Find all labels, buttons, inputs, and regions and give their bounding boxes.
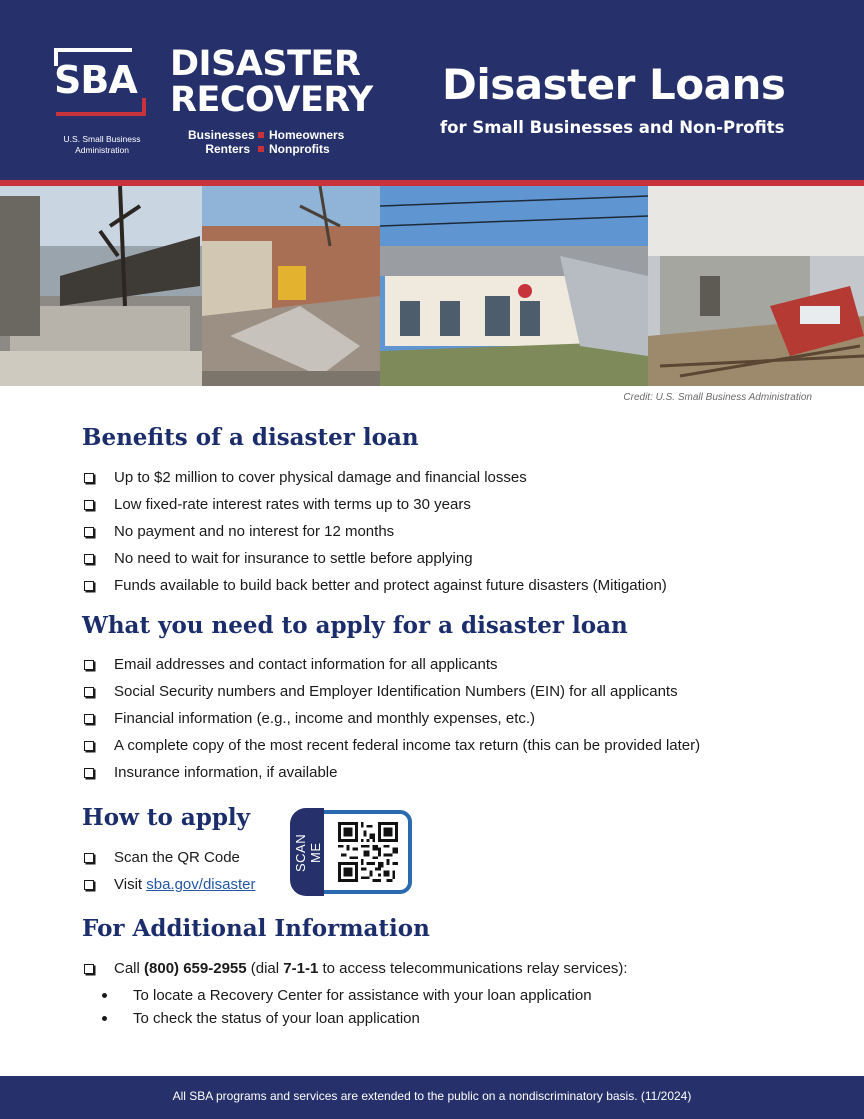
photo-damaged-storefront: [380, 186, 648, 386]
red-square-icon: [258, 146, 264, 152]
list-item: [84, 678, 700, 705]
header-banner: [0, 0, 864, 180]
program-line-1: DISASTER: [170, 44, 361, 84]
list-item: [84, 464, 667, 491]
how-to-apply-list: [84, 844, 255, 898]
checkbox-icon: [84, 768, 94, 778]
list-item-text: No need to wait for insurance to settle before applying: [114, 550, 473, 567]
additional-sub-list: [100, 984, 592, 1030]
checkbox-icon: [84, 527, 94, 537]
sub-list-item: [100, 984, 592, 1007]
sba-disaster-link[interactable]: sba.gov/disaster: [146, 876, 256, 893]
relay-number: 7-1-1: [283, 960, 319, 977]
checkbox-icon: [84, 500, 94, 510]
list-item-text: No payment and no interest for 12 months: [114, 523, 395, 540]
additional-info-heading: For Additional Information: [82, 915, 430, 942]
list-item: [84, 705, 700, 732]
agency-name: [58, 134, 146, 156]
call-prefix: Call: [114, 960, 145, 977]
bullet-icon: [102, 993, 107, 998]
requirements-list: [84, 651, 700, 786]
photo-collapsed-brick-building: [202, 186, 380, 386]
list-item-text: Visit: [114, 876, 147, 893]
bullet-icon: [102, 1016, 107, 1021]
red-square-icon: [258, 132, 264, 138]
audience-item: Homeowners: [269, 128, 345, 142]
scan-me-tab: [290, 808, 324, 896]
qr-code-block[interactable]: [290, 808, 414, 896]
qr-code-icon[interactable]: [338, 822, 398, 882]
list-item: [84, 651, 700, 678]
sba-logo: [52, 46, 148, 118]
checkbox-icon: [84, 741, 94, 751]
logo-text: SBA: [54, 58, 137, 102]
checkbox-icon: [84, 880, 94, 890]
checkbox-icon: [84, 581, 94, 591]
disaster-photo-strip: [0, 186, 864, 386]
list-item-text: Up to $2 million to cover physical damage and financial losses: [114, 469, 527, 486]
agency-line-1: U.S. Small Business: [63, 134, 141, 144]
audience-item: Renters: [205, 142, 250, 156]
benefits-list: [84, 464, 667, 599]
list-item: [84, 518, 667, 545]
benefits-heading: Benefits of a disaster loan: [82, 424, 419, 451]
audience-item: Nonprofits: [269, 142, 330, 156]
checkbox-icon: [84, 660, 94, 670]
agency-line-2: Administration: [75, 145, 129, 155]
list-item-text: Financial information (e.g., income and monthly expenses, etc.): [114, 710, 536, 727]
checkbox-icon: [84, 687, 94, 697]
photo-burned-building: [0, 186, 202, 386]
footer-text: All SBA programs and services are extended to the public on a nondiscriminatory basis. (11/2024): [172, 1089, 692, 1103]
scan-me-label: SCAN ME: [293, 833, 323, 873]
call-suffix: to access telecommunications relay services):: [318, 960, 628, 977]
list-item: [84, 732, 700, 759]
checkbox-icon: [84, 714, 94, 724]
sub-list-item-text: To locate a Recovery Center for assistance with your loan application: [133, 987, 592, 1004]
requirements-heading: What you need to apply for a disaster loan: [82, 612, 628, 639]
call-middle: (dial: [246, 960, 284, 977]
list-item-text: Funds available to build back better and protect against future disasters (Mitigation): [114, 577, 667, 594]
program-line-2: RECOVERY: [170, 80, 373, 120]
list-item: [84, 955, 628, 982]
audience-list: [188, 128, 358, 156]
list-item: [84, 871, 255, 898]
additional-info-list: [84, 955, 628, 982]
phone-number[interactable]: (800) 659-2955: [144, 960, 247, 977]
list-item: [84, 844, 255, 871]
photo-credit: Credit: U.S. Small Business Administration: [623, 392, 812, 403]
how-to-apply-heading: How to apply: [82, 804, 251, 831]
list-item: [84, 491, 667, 518]
page-title: Disaster Loans: [442, 60, 786, 109]
checkbox-icon: [84, 473, 94, 483]
list-item-text: Social Security numbers and Employer Identification Numbers (EIN) for all applicants: [114, 683, 678, 700]
list-item-text: Insurance information, if available: [114, 764, 338, 781]
list-item-text: Scan the QR Code: [114, 849, 240, 866]
checkbox-icon: [84, 964, 94, 974]
list-item-text: A complete copy of the most recent federal income tax return (this can be provided later): [114, 737, 701, 754]
checkbox-icon: [84, 853, 94, 863]
list-item-text: Email addresses and contact information for all applicants: [114, 656, 498, 673]
audience-item: Businesses: [188, 128, 255, 142]
photo-destroyed-building-and-car: [648, 186, 864, 386]
checkbox-icon: [84, 554, 94, 564]
sub-list-item-text: To check the status of your loan application: [133, 1010, 420, 1027]
footer-bar: [0, 1076, 864, 1119]
list-item: [84, 759, 700, 786]
list-item-text: Low fixed-rate interest rates with terms up to 30 years: [114, 496, 471, 513]
page-subtitle: for Small Businesses and Non-Profits: [440, 118, 785, 137]
list-item: [84, 572, 667, 599]
sub-list-item: [100, 1007, 592, 1030]
list-item: [84, 545, 667, 572]
program-name: [170, 46, 373, 118]
